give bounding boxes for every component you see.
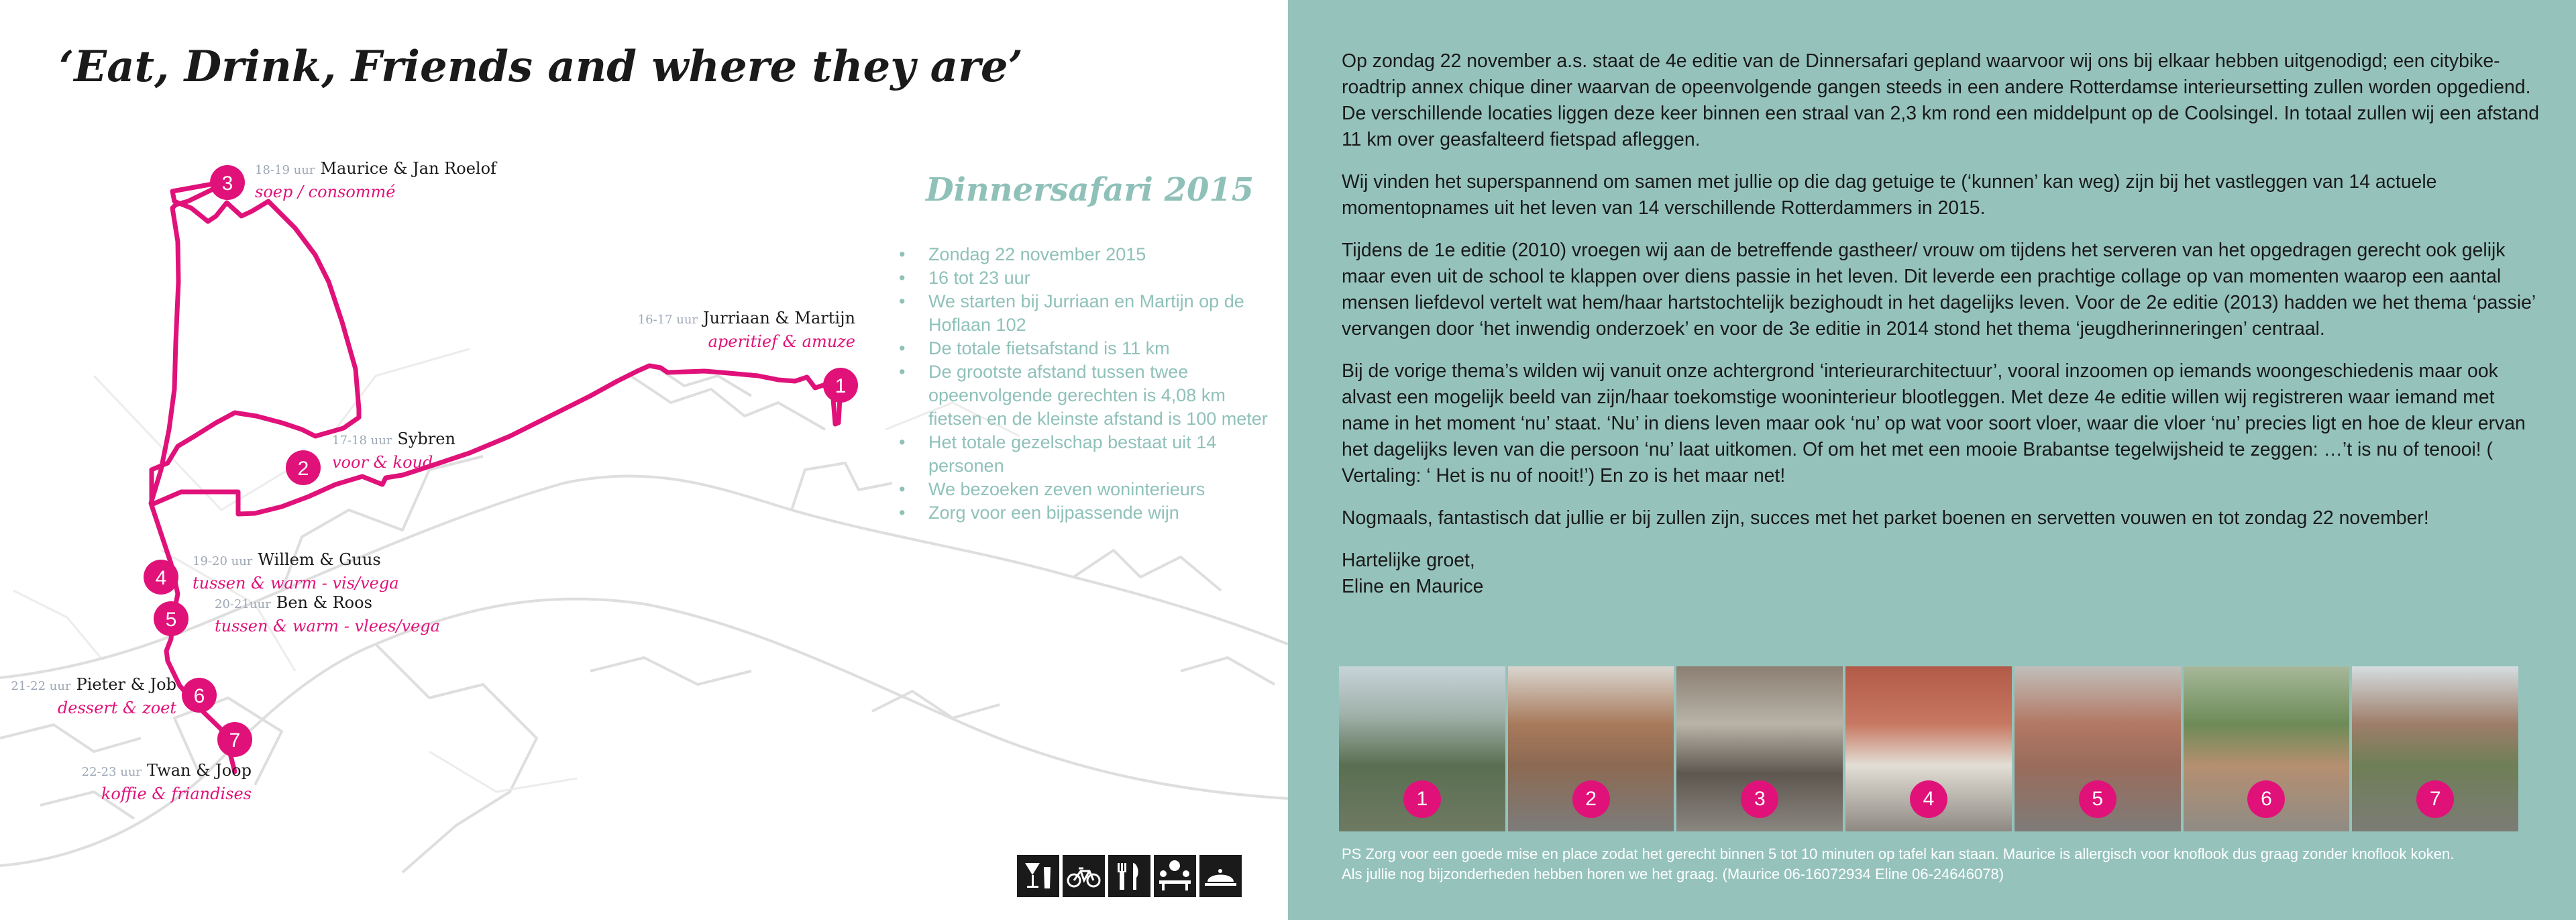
stop-time: 17-18 uur bbox=[332, 433, 392, 448]
stop-hosts: Maurice & Jan Roelof bbox=[320, 159, 496, 178]
stop-label-1 bbox=[638, 307, 855, 352]
route-line bbox=[151, 181, 841, 772]
svg-text:2: 2 bbox=[297, 458, 309, 480]
stop-hosts: Sybren bbox=[397, 429, 455, 448]
dinner-group-icon bbox=[1154, 855, 1196, 897]
location-photo-6 bbox=[2184, 666, 2350, 831]
letter-paragraph: Wij vinden het superspannend om samen met jullie op die dag getuige te (‘kunnen’ kan weg) zijn bij het vastleggen van 14 actuele momentopnames uit het leven van 14 verschillende Rotterdammers in 2015. bbox=[1342, 171, 2437, 219]
stop-hosts: Jurriaan & Martijn bbox=[703, 309, 855, 327]
stop-label-3 bbox=[255, 158, 496, 203]
svg-text:4: 4 bbox=[155, 567, 167, 589]
stop-marker-4 bbox=[144, 560, 178, 595]
stop-marker-7 bbox=[217, 722, 252, 757]
letter-paragraph: Op zondag 22 november a.s. staat de 4e editie van de Dinnersafari gepland waarvoor wij ons bij elkaar hebben uitgenodigd; een citybike-roadtrip annex chique diner waarvan de opeenvolgende gangen steeds in een andere Rotterdamse interieursetting zullen worden opgediend. De verschillende locaties liggen deze keer binnen een straal van 2,3 km rond een middelpunt op de Coolsingel. In totaal zullen wij een afstand 11 km over geasfalteerd fietspad afleggen. bbox=[1342, 50, 2539, 150]
info-item: • Zondag 22 november 2015 bbox=[899, 243, 1275, 266]
location-photo-5 bbox=[2015, 666, 2181, 831]
photo-badge: 5 bbox=[2079, 780, 2116, 818]
stop-marker-3 bbox=[210, 165, 245, 200]
info-item: • Het totale gezelschap bestaat uit 14 personen bbox=[899, 431, 1275, 478]
letter-paragraph: Bij de vorige thema’s wilden wij vanuit onze achtergrond ‘interieurarchitectuur’, vooral inzoomen op iemands woongeschiedenis maar ook alvast een mogelijk beeld van zijn/haar toekomstige wooninterieur blootleggen. Met deze 4e editie willen wij registreren waar iemand met name in het moment ‘nu’ staat. ‘Nu’ in diens leven maar ook ‘nu’ op wat voor soort vloer, waar die vloer ‘nu’ precies ligt en hoe de kleur ervan het dagelijks leven van die persoon ‘nu’ laat uitkomen. Of om het met een mooie Brabantse tegelwijsheid te zeggen: …’t is nu of tenooi! ( Vertaling: ‘ Het is nu of nooit!’) En zo is het maar net! bbox=[1342, 360, 2526, 487]
location-photo-7 bbox=[2352, 666, 2518, 831]
cocktail-icon bbox=[1017, 855, 1059, 897]
stop-time: 20-21uur bbox=[215, 597, 271, 611]
svg-text:6: 6 bbox=[193, 685, 205, 707]
letter-greeting: Hartelijke groet, bbox=[1342, 550, 1475, 571]
postscript-line: Als jullie nog bijzonderheden hebben horen we het graag. (Maurice 06-16072934 Eline 06-24646078) bbox=[1342, 866, 2004, 882]
stop-hosts: Pieter & Job bbox=[76, 675, 176, 694]
stop-label-6 bbox=[11, 674, 176, 719]
photo-strip bbox=[1339, 666, 2518, 831]
photo-badge: 1 bbox=[1403, 780, 1441, 818]
activity-icons bbox=[1017, 855, 1242, 897]
info-title: Dinnersafari 2015 bbox=[926, 171, 1254, 209]
postscript bbox=[1342, 844, 2536, 884]
stop-marker-2 bbox=[286, 450, 321, 485]
info-item: • De totale fietsafstand is 11 km bbox=[899, 337, 1275, 360]
stop-time: 22-23 uur bbox=[81, 765, 142, 779]
stop-marker-5 bbox=[154, 601, 189, 636]
stop-label-5 bbox=[215, 592, 440, 637]
letter-signature: Eline en Maurice bbox=[1342, 576, 1484, 597]
info-item: • De grootste afstand tussen twee opeenvolgende gerechten is 4,08 km fietsen en de kleinste afstand is 100 meter bbox=[899, 360, 1275, 431]
svg-text:1: 1 bbox=[835, 375, 847, 397]
stop-time: 18-19 uur bbox=[255, 163, 315, 177]
stop-dish: dessert & zoet bbox=[57, 699, 176, 717]
photo-badge: 6 bbox=[2247, 780, 2285, 818]
stop-time: 21-22 uur bbox=[11, 679, 71, 693]
stop-time: 19-20 uur bbox=[193, 554, 253, 568]
svg-text:5: 5 bbox=[165, 609, 177, 631]
stop-label-2 bbox=[332, 428, 455, 473]
stop-dish: voor & koud bbox=[332, 453, 433, 472]
letter-paragraph: Tijdens de 1e editie (2010) vroegen wij aan de betreffende gastheer/ vrouw om tijdens het serveren van het opgedragen gerecht ook gelijk maar even uit de school te klappen over diens passie in het leven. Dit leverde een prachtige collage op van momenten waarop een aantal mensen liefdevol vertelt wat hem/haar hartstochtelijk bezighoudt in het dagelijks leven. Voor de 2e editie (2013) hadden we het thema ‘passie’ vervangen door ‘het inwendig onderzoek’ en voor de 3e editie in 2014 stond het thema ‘jeugdherinneringen’ centraal. bbox=[1342, 240, 2536, 340]
photo-badge: 2 bbox=[1572, 780, 1610, 818]
stop-marker-6 bbox=[182, 678, 217, 713]
stop-dish: soep / consommé bbox=[255, 183, 396, 201]
photo-badge: 7 bbox=[2416, 780, 2454, 818]
letter-paragraph: Nogmaals, fantastisch dat jullie er bij zullen zijn, succes met het parket boenen en servetten vouwen en tot zondag 22 november! bbox=[1342, 507, 2429, 529]
location-photo-3 bbox=[1676, 666, 1843, 831]
info-item: • We bezoeken zeven woninterieurs bbox=[899, 478, 1275, 501]
stop-dish: koffie & friandises bbox=[101, 784, 252, 803]
stop-label-4 bbox=[193, 549, 399, 594]
invitation-letter bbox=[1342, 48, 2542, 600]
serving-cloche-icon bbox=[1199, 855, 1242, 897]
location-photo-4 bbox=[1845, 666, 2012, 831]
info-list bbox=[899, 243, 1275, 525]
stop-label-7 bbox=[82, 760, 252, 805]
stop-markers bbox=[144, 165, 858, 757]
page-title: ‘Eat, Drink, Friends and where they are’ bbox=[59, 42, 1023, 92]
stop-hosts: Twan & Joop bbox=[147, 761, 252, 780]
location-photo-2 bbox=[1508, 666, 1674, 831]
stop-marker-1 bbox=[823, 368, 858, 403]
svg-text:7: 7 bbox=[229, 729, 241, 752]
stop-dish: tussen & warm - vis/vega bbox=[193, 574, 399, 593]
photo-badge: 3 bbox=[1741, 780, 1778, 818]
info-item: • 16 tot 23 uur bbox=[899, 266, 1275, 290]
photo-badge: 4 bbox=[1910, 780, 1947, 818]
stop-dish: tussen & warm - vlees/vega bbox=[215, 617, 440, 635]
postscript-line: PS Zorg voor een goede mise en place zodat het gerecht binnen 5 tot 10 minuten op tafel kan staan. Maurice is allergisch voor knoflook dus graag zonder knoflook koken. bbox=[1342, 846, 2455, 862]
svg-text:3: 3 bbox=[221, 172, 233, 195]
info-item: • We starten bij Jurriaan en Martijn op de Hoflaan 102 bbox=[899, 290, 1275, 337]
stop-dish: aperitief & amuze bbox=[708, 332, 855, 351]
cutlery-icon bbox=[1108, 855, 1150, 897]
info-item: • Zorg voor een bijpassende wijn bbox=[899, 501, 1275, 525]
stop-time: 16-17 uur bbox=[637, 313, 698, 327]
stop-hosts: Willem & Guus bbox=[258, 550, 381, 569]
location-photo-1 bbox=[1339, 666, 1505, 831]
bicycle-icon bbox=[1063, 855, 1105, 897]
stop-hosts: Ben & Roos bbox=[276, 593, 372, 612]
